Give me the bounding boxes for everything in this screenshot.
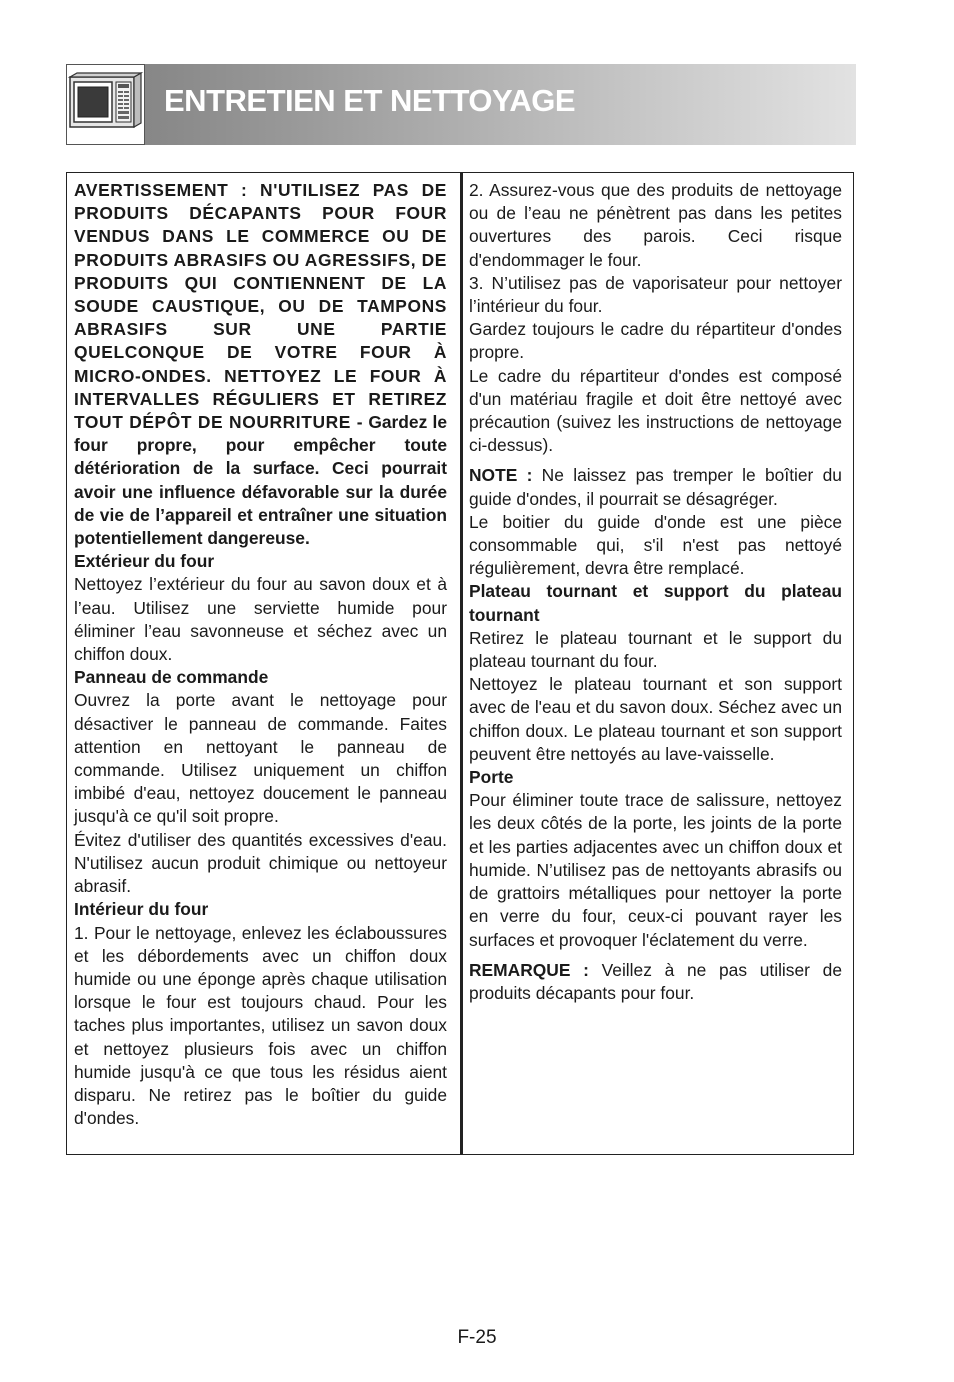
page-title: ENTRETIEN ET NETTOYAGE — [164, 83, 576, 118]
warning-caps-text: AVERTISSEMENT : N'UTILISEZ PAS DE PRODUITS DÉCAPANTS POUR FOUR VENDUS DANS LE COMMERCE OU DE PRODUITS ABRASIFS OU AGRESSIFS, DE PRODUITS QUI CONTIENNENT DE LA SOUDE CAUSTIQUE, OU DE TAMPONS ABRASIFS SUR UNE PARTIE QUELCONQUE DE VOTRE FOUR À MICRO-ONDES. NETTOYEZ LE FOUR À INTERVALLES RÉGULIERS ET RETIREZ TOUT DÉPÔT DE NOURRITURE - — [74, 180, 447, 433]
turntable-text-1: Retirez le plateau tournant et le support du plateau tournant du four. — [469, 627, 842, 672]
item-3-text: 3. N’utilisez pas de vaporisateur pour nettoyer l’intérieur du four. — [469, 272, 842, 317]
note-text-2: Le boitier du guide d'onde est une pièce consommable qui, s'il n'est pas nettoyé régulièrement, devra être remplacé. — [469, 511, 842, 579]
warning-paragraph — [74, 179, 447, 550]
panel-text-2: Évitez d'utiliser des quantités excessives d'eau. N'utilisez aucun produit chimique ou nettoyeur abrasif. — [74, 829, 447, 897]
note-text: Ne laissez pas tremper le boîtier du guide d'ondes, il pourrait se désagréger. — [469, 465, 842, 509]
interior-heading: Intérieur du four — [74, 899, 209, 920]
stirrer-text-2: Le cadre du répartiteur d'ondes est composé d'un matériau fragile et doit être nettoyé avec précaution (suivez les instructions de nettoyage ci-dessus). — [469, 365, 842, 456]
column-divider — [460, 173, 463, 1154]
note-paragraph — [469, 464, 842, 510]
door-heading: Porte — [469, 767, 514, 788]
turntable-heading: Plateau tournant et support du plateau tournant — [469, 581, 842, 625]
warning-rest-text: Gardez le four propre, pour empêcher toute détérioration de la surface. Ceci pourrait avoir une influence défavorable sur la durée de vie de l’appareil et entraîner une situation potentiellement dangereuse. — [74, 412, 447, 549]
exterior-heading: Extérieur du four — [74, 551, 215, 572]
page-number: F-25 — [457, 1327, 497, 1348]
content-table — [66, 172, 854, 1155]
microwave-icon — [66, 64, 145, 145]
door-text: Pour éliminer toute trace de salissure, nettoyez les deux côtés de la porte, les joints de la porte et les parties adjacentes avec un chiffon doux et humide. N’utilisez pas de nettoyants abrasifs ou de grattoirs métalliques pour nettoyer la porte en verre du four, ceux-ci pouvant rayer les surfaces et provoquer l'éclatement du verre. — [469, 790, 842, 950]
right-column — [469, 179, 842, 1005]
turntable-text-2: Nettoyez le plateau tournant et son support avec de l'eau et du savon doux. Séchez avec un chiffon doux. Le plateau tournant et son support peuvent être nettoyés au lave-vaisselle. — [469, 674, 842, 764]
section-header — [66, 64, 856, 145]
interior-text: 1. Pour le nettoyage, enlevez les éclaboussures et les débordements avec un chiffon doux humide ou une éponge après chaque utilisation lorsque le four est toujours chaud. Pour les taches plus importantes, utilisez un savon doux et nettoyez plusieurs fois avec un chiffon humide jusqu'à ce que tous les résidus aient disparu. Ne retirez pas le boîtier du guide d'ondes. — [74, 922, 447, 1129]
panel-text-1: Ouvrez la porte avant le nettoyage pour désactiver le panneau de commande. Faites attention en nettoyant le panneau de commande. Utilisez uniquement un chiffon imbibé d'eau, nettoyez doucement le panneau jusqu'à ce qu'il soit propre. — [74, 690, 447, 827]
stirrer-text-1: Gardez toujours le cadre du répartiteur d'ondes propre. — [469, 319, 842, 363]
remark-paragraph — [469, 959, 842, 1005]
left-column — [74, 179, 447, 1130]
exterior-text: Nettoyez l’extérieur du four au savon doux et à l’eau. Utilisez une serviette humide pour éliminer l’eau savonneuse et séchez avec un chiffon doux. — [74, 574, 447, 665]
remark-label: REMARQUE : — [469, 959, 589, 980]
remark-text: Veillez à ne pas utiliser de produits décapants pour four. — [469, 959, 842, 1003]
note-label: NOTE : — [469, 465, 533, 486]
panel-heading: Panneau de commande — [74, 667, 269, 688]
item-2-text: 2. Assurez-vous que des produits de nettoyage ou de l’eau ne pénètrent pas dans les petites ouvertures des parois. Ceci risque d'endommager le four. — [469, 180, 842, 270]
